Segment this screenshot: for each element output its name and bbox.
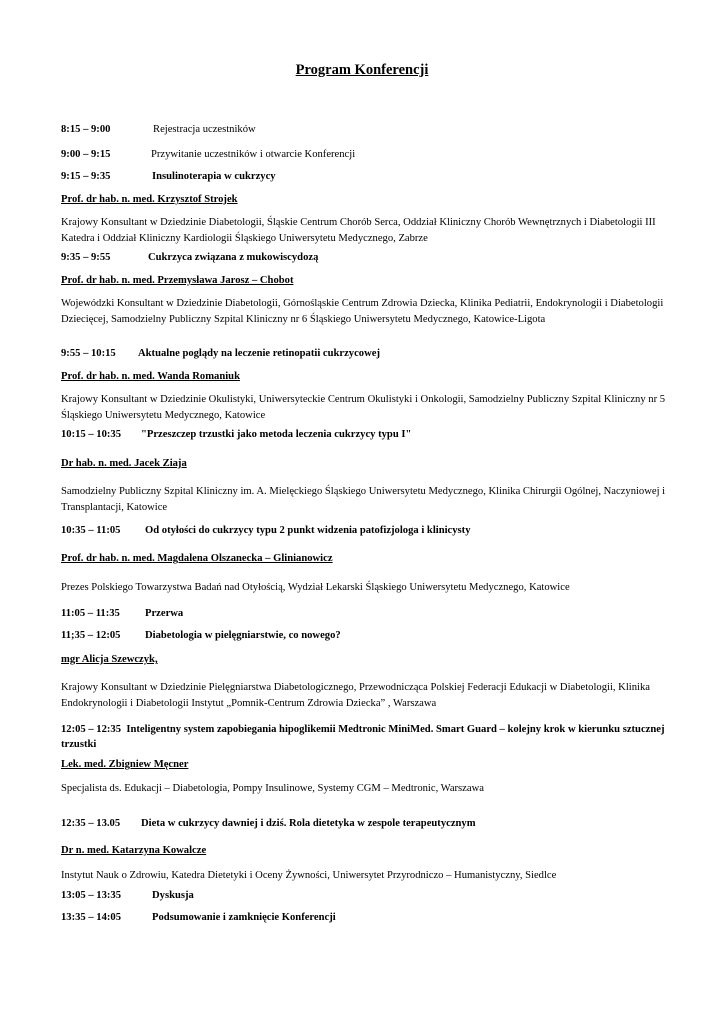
speaker-name: Dr n. med. Katarzyna Kowalcze [61,845,207,856]
speaker-name: mgr Alicja Szewczyk, [61,654,158,665]
session-time: 13:35 – 14:05 [61,912,122,923]
speaker-affiliation: Samodzielny Publiczny Szpital Kliniczny im. A. Mielęckiego Śląskiego Uniwersytetu Medycznego, Klinika Chirurgii Ogólnej, Naczyniowej i Transplantacji, Katowice [61,486,666,513]
session-title: Od otyłości do cukrzycy typu 2 punkt widzenia patofizjologa i klinicysty [145,525,471,536]
session-title: Podsumowanie i zamknięcie Konferencji [152,912,336,923]
speaker-name: Prof. dr hab. n. med. Wanda Romaniuk [61,371,240,382]
session-block [61,722,671,752]
session-time: 9:55 – 10:15 [61,348,116,359]
session-time: 11:05 – 11:35 [61,608,120,619]
speaker-name: Dr hab. n. med. Jacek Ziaja [61,458,187,469]
session-title: Aktualne poglądy na leczenie retinopatii cukrzycowej [138,348,380,359]
session-title: Diabetologia w pielęgniarstwie, co nowego? [145,630,341,641]
session-title: Przerwa [145,608,184,619]
session-time: 9:15 – 9:35 [61,171,111,182]
session-title: Insulinoterapia w cukrzycy [152,171,276,182]
speaker-affiliation: Krajowy Konsultant w Dziedzinie Okulistyki, Uniwersyteckie Centrum Okulistyki i Onkologii, Samodzielny Publiczny Szpital Kliniczny nr 5 Śląskiego Uniwersytetu Medycznego, Katowice [61,394,666,421]
session-time: 8:15 – 9:00 [61,124,111,135]
speaker-affiliation: Instytut Nauk o Zdrowiu, Katedra Dietetyki i Oceny Żywności, Uniwersytet Przyrodniczo – Humanistyczny, Siedlce [61,870,557,881]
speaker-affiliation: Prezes Polskiego Towarzystwa Badań nad Otyłością, Wydział Lekarski Śląskiego Uniwersytetu Medycznego, Katowice [61,582,570,593]
session-time: 12:35 – 13.05 [61,818,121,829]
speaker-affiliation: Specjalista ds. Edukacji – Diabetologia, Pompy Insulinowe, Systemy CGM – Medtronic, Warszawa [61,783,484,794]
speaker-name: Prof. dr hab. n. med. Krzysztof Strojek [61,194,238,205]
speaker-affiliation: Krajowy Konsultant w Dziedzinie Pielęgniarstwa Diabetologicznego, Przewodnicząca Polskiej Federacji Edukacji w Diabetologii, Klinika Endokrynologii i Diabetologii Instytut „Pomnik-Centrum Zdrowia Dziecka” , Warszawa [61,682,650,709]
session-title: Rejestracja uczestników [153,124,256,135]
speaker-name: Prof. dr hab. n. med. Przemysława Jarosz – Chobot [61,275,294,286]
session-time: 11;35 – 12:05 [61,630,121,641]
session-title: Przywitanie uczestników i otwarcie Konferencji [151,149,356,160]
speaker-name: Lek. med. Zbigniew Męcner [61,759,189,770]
session-time: 9:35 – 9:55 [61,252,111,263]
session-time: 13:05 – 13:35 [61,890,122,901]
session-time: 12:05 – 12:35 [61,724,122,735]
session-time: 10:15 – 10:35 [61,429,122,440]
session-title: Inteligentny system zapobiegania hipoglikemii Medtronic MiniMed. Smart Guard – kolejny krok w kierunku sztucznej trzustki [61,724,665,750]
session-title: Cukrzyca związana z mukowiscydozą [148,252,319,263]
session-title: "Przeszczep trzustki jako metoda leczenia cukrzycy typu I" [141,429,412,440]
session-title: Dyskusja [152,890,194,901]
page-title: Program Konferencji [295,62,429,78]
session-time: 10:35 – 11:05 [61,525,121,536]
session-title: Dieta w cukrzycy dawniej i dziś. Rola dietetyka w zespole terapeutycznym [141,818,476,829]
speaker-name: Prof. dr hab. n. med. Magdalena Olszanecka – Glinianowicz [61,553,333,564]
speaker-affiliation: Wojewódzki Konsultant w Dziedzinie Diabetologii, Górnośląskie Centrum Zdrowia Dziecka, Klinika Pediatrii, Endokrynologii i Diabetologii Dziecięcej, Samodzielny Publiczny Szpital Kliniczny nr 6 Śląskiego Uniwersytetu Medycznego, Katowice-Ligota [61,298,664,325]
speaker-affiliation: Krajowy Konsultant w Dziedzinie Diabetologii, Śląskie Centrum Chorób Serca, Oddział Kliniczny Chorób Wewnętrznych i Diabetologii III Katedra i Oddział Kliniczny Kardiologii Śląskiego Uniwersytetu Medycznego, Zabrze [61,217,656,244]
session-time: 9:00 – 9:15 [61,149,111,160]
